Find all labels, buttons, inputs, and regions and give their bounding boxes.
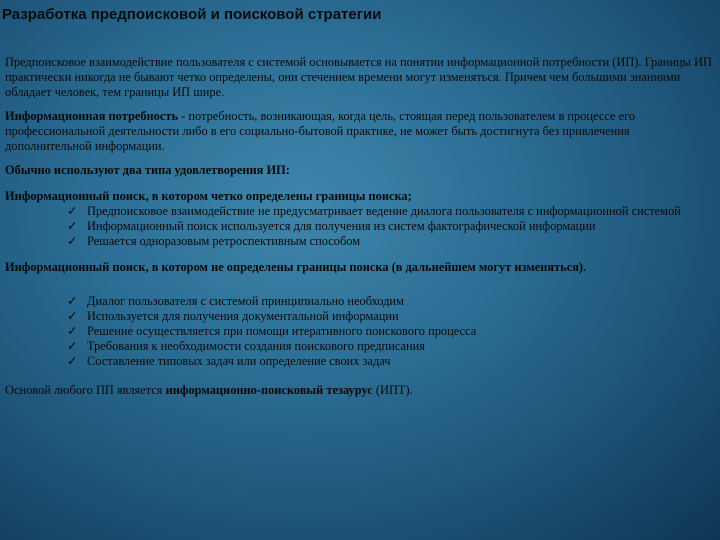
checkmark-icon: ✓ (67, 219, 78, 233)
conclusion-prefix: Основой любого ПП является (5, 383, 166, 397)
slide-body (5, 55, 713, 398)
list-item-text: Предпоисковое взаимодействие не предусматривает ведение диалога пользователя с информационной системой (87, 204, 681, 218)
list-item-text: Решение осуществляется при помощи итеративного поискового процесса (87, 324, 477, 338)
definition-term: Информационная потребность (5, 109, 179, 123)
conclusion-suffix: (ИПТ). (372, 383, 413, 397)
list-item-text: Информационный поиск используется для получения из систем фактографической информации (87, 219, 596, 233)
definition-paragraph (5, 109, 713, 154)
list-item-text: Используется для получения документальной информации (87, 309, 399, 323)
conclusion-term: информационно-поисковый тезаурус (165, 383, 373, 397)
checkmark-icon: ✓ (67, 324, 78, 338)
list-item-text: Требования к необходимости создания поискового предписания (87, 339, 425, 353)
checkmark-icon: ✓ (67, 309, 78, 323)
list-item (67, 234, 713, 249)
checkmark-icon: ✓ (67, 234, 78, 248)
two-types-heading: Обычно используют два типа удовлетворения ИП: (5, 163, 290, 177)
list-item (67, 219, 713, 234)
conclusion-paragraph (5, 383, 713, 398)
list-item (67, 354, 713, 369)
type1-heading: Информационный поиск, в котором четко определены границы поиска; (5, 189, 412, 203)
list-item (67, 294, 713, 309)
list-item (67, 204, 713, 219)
checkmark-icon: ✓ (67, 294, 78, 308)
checkmark-icon: ✓ (67, 339, 78, 353)
list-item-text: Решается одноразовым ретроспективным способом (87, 234, 361, 248)
type2-heading: Информационный поиск, в котором не определены границы поиска (в дальнейшем могут изменяться). (5, 260, 587, 274)
list-item-text: Составление типовых задач или определение своих задач (87, 354, 391, 368)
type2-list (5, 294, 713, 369)
type1-list (5, 204, 713, 249)
list-item (67, 339, 713, 354)
list-item (67, 324, 713, 339)
definition-text: - потребность, возникающая, когда цель, стоящая перед пользователем в процессе его профессиональной деятельности либо в его социально-бытовой практике, не может быть достигнута без привлечения дополнительной информации. (5, 109, 636, 153)
page-title: Разработка предпоисковой и поисковой стратегии (2, 6, 382, 23)
checkmark-icon: ✓ (67, 204, 78, 218)
list-item-text: Диалог пользователя с системой принципиально необходим (87, 294, 404, 308)
list-item (67, 309, 713, 324)
intro-paragraph: Предпоисковое взаимодействие пользователя с системой основывается на понятии информационной потребности (ИП). Границы ИП практически никогда не бывают четко определены, они стечением времени могут изменяться. Причем чем большими знаниями обладает человек, тем границы ИП шире. (5, 55, 712, 99)
checkmark-icon: ✓ (67, 354, 78, 368)
